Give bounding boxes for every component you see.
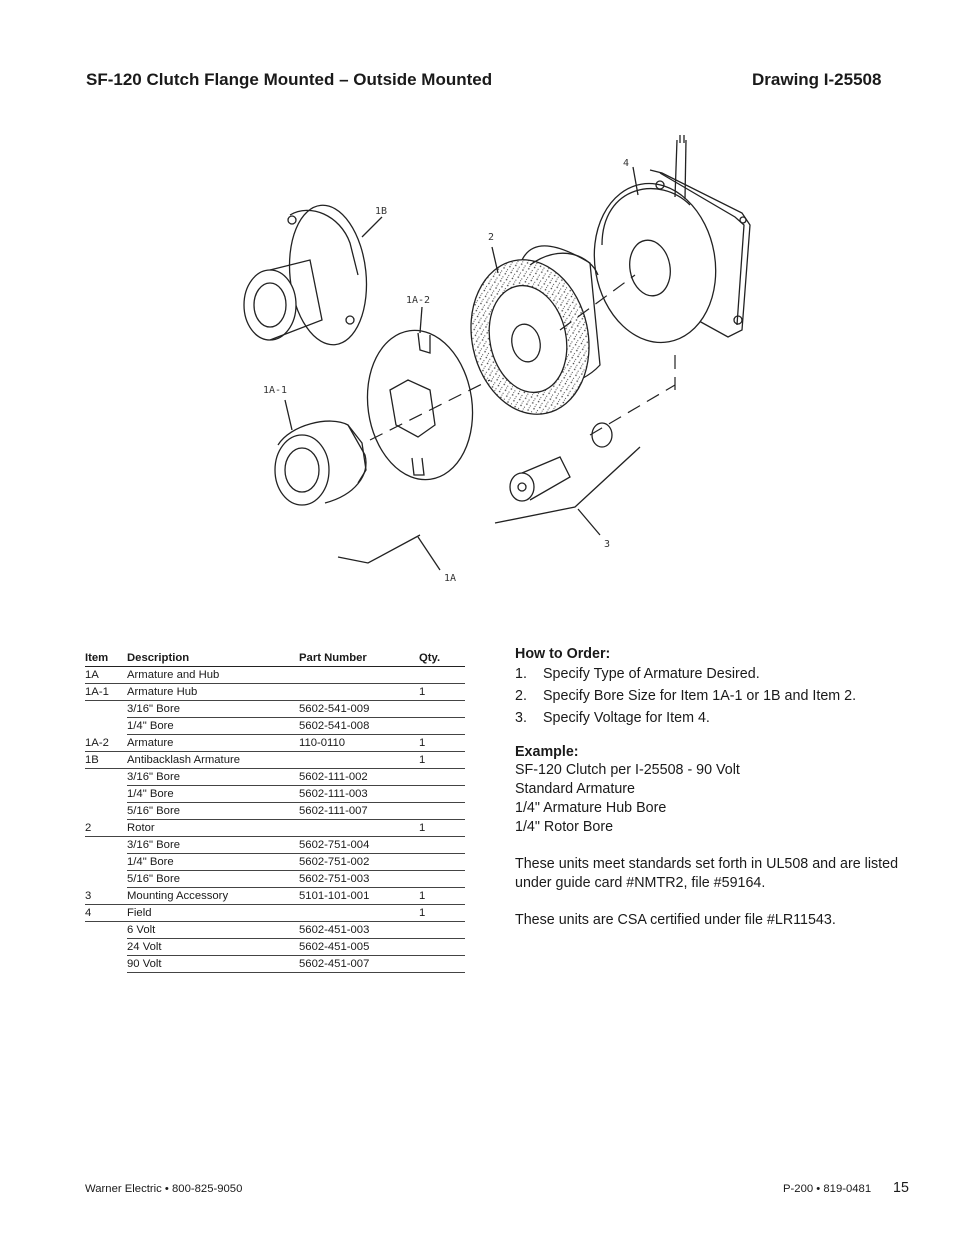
cell-description: Armature: [127, 735, 299, 752]
cell-part-number: 5602-751-002: [299, 854, 419, 871]
example-line: 1/4" Rotor Bore: [515, 819, 614, 835]
cell-qty: [419, 786, 465, 803]
cell-part-number: 5602-111-002: [299, 769, 419, 786]
table-row: [85, 735, 465, 752]
cell-qty: [419, 956, 465, 973]
cell-description: 5/16" Bore: [127, 871, 299, 888]
col-header-part-number: Part Number: [299, 649, 419, 667]
cell-description: 24 Volt: [127, 939, 299, 956]
cell-qty: [419, 854, 465, 871]
cell-part-number: [299, 752, 419, 769]
callout-1a: 1A: [444, 573, 457, 584]
cell-item: [85, 871, 127, 888]
callout-2: 2: [488, 232, 495, 243]
cell-description: Armature and Hub: [127, 667, 299, 684]
cell-part-number: 110-0110: [299, 735, 419, 752]
armature-plate-part: [358, 323, 482, 486]
callout-1a-2: 1A-2: [406, 295, 431, 306]
table-row: [85, 956, 465, 973]
cell-part-number: 5602-451-003: [299, 922, 419, 939]
callout-3: 3: [604, 539, 611, 550]
table-row: [85, 939, 465, 956]
cell-item: [85, 803, 127, 820]
cell-qty: 1: [419, 888, 465, 905]
cell-part-number: [299, 684, 419, 701]
example-line: Standard Armature: [515, 781, 636, 797]
cell-qty: 1: [419, 735, 465, 752]
footer-company: Warner Electric • 800-825-9050: [85, 1183, 243, 1195]
cell-qty: [419, 837, 465, 854]
rotor-part: [457, 246, 603, 425]
table-row: [85, 803, 465, 820]
cell-qty: [419, 922, 465, 939]
table-row: [85, 667, 465, 684]
cell-item: [85, 718, 127, 735]
cell-qty: [419, 803, 465, 820]
list-item: 2. Specify Bore Size for Item 1A-1 or 1B and Item 2.: [515, 688, 857, 704]
footer-catalog: P-200 • 819-0481: [783, 1183, 872, 1195]
cell-part-number: 5602-111-007: [299, 803, 419, 820]
cell-item: [85, 769, 127, 786]
table-row: [85, 871, 465, 888]
mounting-accessory-part: [510, 423, 612, 501]
cell-description: 3/16" Bore: [127, 837, 299, 854]
cell-description: 6 Volt: [127, 922, 299, 939]
callout-1a-1: 1A-1: [263, 385, 288, 396]
cell-description: Antibacklash Armature: [127, 752, 299, 769]
cell-item: [85, 922, 127, 939]
cell-item: [85, 854, 127, 871]
cell-part-number: [299, 820, 419, 837]
cell-item: 4: [85, 905, 127, 922]
cell-description: Rotor: [127, 820, 299, 837]
table-row: [85, 837, 465, 854]
cell-description: Field: [127, 905, 299, 922]
cell-item: [85, 701, 127, 718]
cell-description: 90 Volt: [127, 956, 299, 973]
example-heading: Example:: [515, 744, 579, 760]
list-item: 3. Specify Voltage for Item 4.: [515, 710, 710, 726]
col-header-qty: Qty.: [419, 649, 465, 667]
drawing-number: Drawing I-25508: [752, 70, 882, 89]
table-row: [85, 684, 465, 701]
list-item: 1. Specify Type of Armature Desired.: [515, 666, 760, 682]
cell-qty: 1: [419, 752, 465, 769]
exploded-assembly-drawing: [230, 125, 770, 595]
cell-item: [85, 786, 127, 803]
cell-qty: [419, 871, 465, 888]
cell-description: Armature Hub: [127, 684, 299, 701]
cell-part-number: [299, 667, 419, 684]
col-header-description: Description: [127, 649, 299, 667]
table-row: [85, 718, 465, 735]
cell-qty: [419, 769, 465, 786]
field-housing-part: [582, 135, 750, 352]
cell-qty: [419, 701, 465, 718]
cell-qty: [419, 667, 465, 684]
callout-1b: 1B: [375, 206, 388, 217]
cell-part-number: [299, 905, 419, 922]
cell-item: 1A: [85, 667, 127, 684]
page-number: 15: [893, 1180, 909, 1196]
table-row: [85, 769, 465, 786]
cell-part-number: 5602-751-003: [299, 871, 419, 888]
cell-item: [85, 939, 127, 956]
table-row: [85, 752, 465, 769]
callout-4: 4: [623, 158, 630, 169]
col-header-item: Item: [85, 649, 127, 667]
example-line: SF-120 Clutch per I-25508 - 90 Volt: [515, 762, 740, 778]
cell-item: 1B: [85, 752, 127, 769]
parts-table: [85, 649, 465, 973]
table-row: [85, 854, 465, 871]
cell-qty: [419, 718, 465, 735]
cell-part-number: 5602-751-004: [299, 837, 419, 854]
cell-item: 1A-2: [85, 735, 127, 752]
cell-description: 1/4" Bore: [127, 854, 299, 871]
ul-note: These units meet standards set forth in UL508 and are listed under guide card #NMTR2, file #59164.: [515, 856, 899, 891]
cell-part-number: 5602-451-005: [299, 939, 419, 956]
cell-item: 1A-1: [85, 684, 127, 701]
cell-item: 3: [85, 888, 127, 905]
cell-item: [85, 956, 127, 973]
antibacklash-armature-part: [244, 201, 373, 348]
how-to-order-heading: How to Order:: [515, 646, 611, 662]
cell-qty: 1: [419, 820, 465, 837]
armature-hub-part: [275, 421, 366, 505]
table-header-row: [85, 649, 465, 667]
cell-description: 1/4" Bore: [127, 786, 299, 803]
table-row: [85, 701, 465, 718]
cell-item: 2: [85, 820, 127, 837]
cell-part-number: 5602-451-007: [299, 956, 419, 973]
table-row: [85, 922, 465, 939]
cell-part-number: 5602-541-009: [299, 701, 419, 718]
table-row: [85, 786, 465, 803]
ordering-info: [515, 645, 905, 930]
cell-part-number: 5602-111-003: [299, 786, 419, 803]
cell-description: 3/16" Bore: [127, 701, 299, 718]
cell-part-number: 5602-541-008: [299, 718, 419, 735]
cell-description: Mounting Accessory: [127, 888, 299, 905]
example-line: 1/4" Armature Hub Bore: [515, 800, 667, 816]
table-row: [85, 820, 465, 837]
cell-description: 5/16" Bore: [127, 803, 299, 820]
cell-description: 3/16" Bore: [127, 769, 299, 786]
cell-item: [85, 837, 127, 854]
page-title: SF-120 Clutch Flange Mounted – Outside Mounted: [86, 70, 493, 89]
cell-qty: 1: [419, 684, 465, 701]
csa-note: These units are CSA certified under file #LR11543.: [515, 912, 836, 928]
cell-qty: [419, 939, 465, 956]
table-row: [85, 905, 465, 922]
table-row: [85, 888, 465, 905]
cell-part-number: 5101-101-001: [299, 888, 419, 905]
order-steps: [515, 663, 905, 729]
cell-description: 1/4" Bore: [127, 718, 299, 735]
cell-qty: 1: [419, 905, 465, 922]
